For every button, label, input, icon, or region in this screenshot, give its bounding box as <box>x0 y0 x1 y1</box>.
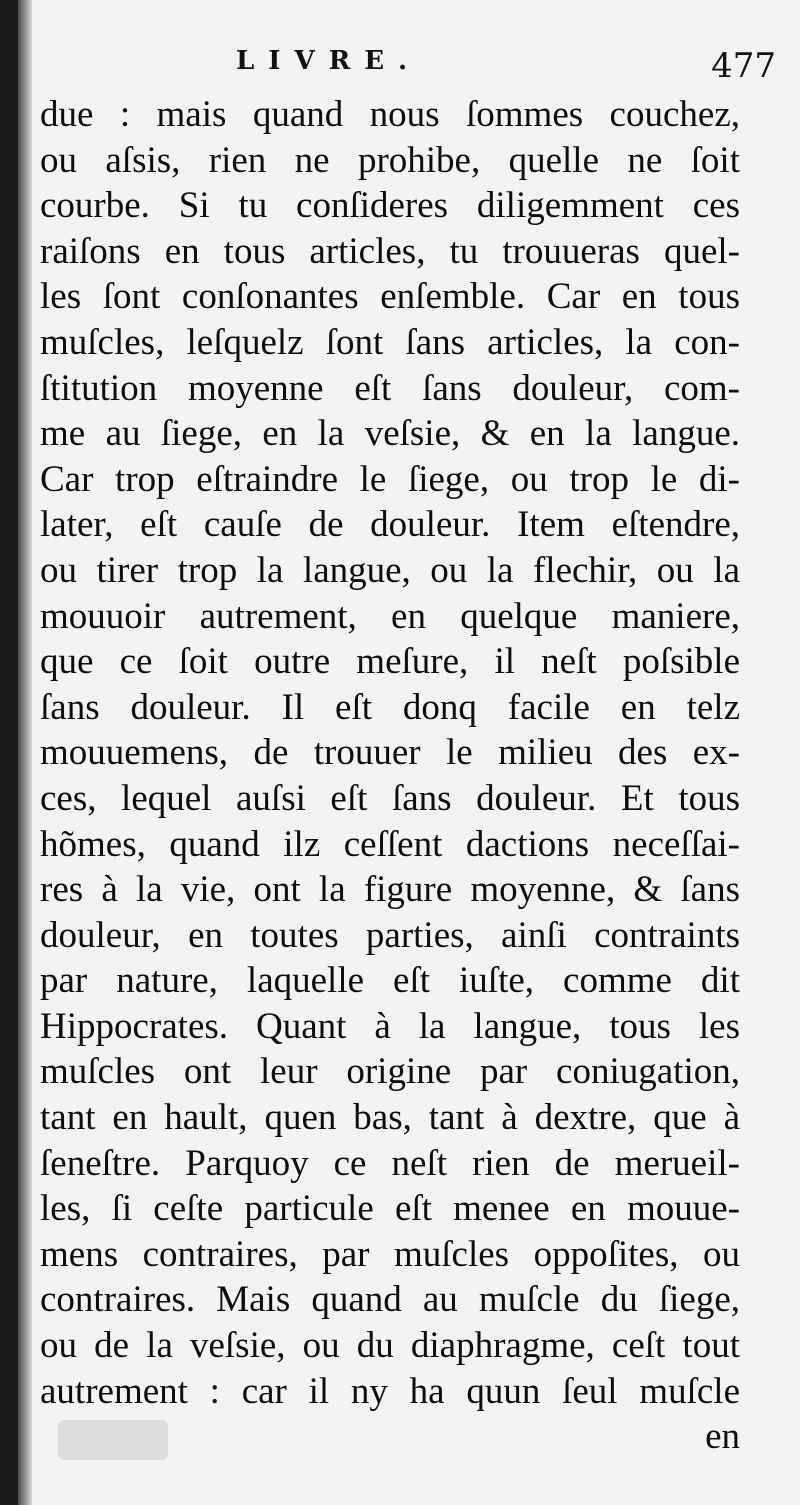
text-line: hõmes, quand ilz ceſſent dactions neceſſai- <box>40 823 740 865</box>
gutter-shadow <box>18 0 32 1505</box>
running-head: LIVRE. <box>236 46 422 76</box>
text-line: les ſont conſonantes enſemble. Car en tous <box>40 276 740 318</box>
text-line: tant en hault, quen bas, tant à dextre, que à <box>40 1097 740 1139</box>
page-header <box>18 40 800 100</box>
text-line: douleur, en toutes parties, ainſi contraints <box>40 914 740 956</box>
text-line: me au ſiege, en la veſsie, & en la langue. <box>40 413 740 455</box>
text-line: raiſons en tous articles, tu trouueras quel- <box>40 230 740 272</box>
text-line: mens contraires, par muſcles oppoſites, ou <box>40 1233 740 1275</box>
page-number: 477 <box>711 46 776 86</box>
text-line: les, ſi ceſte particule eſt menee en mouue- <box>40 1188 740 1230</box>
text-line: mouuemens, de trouuer le milieu des ex- <box>40 732 740 774</box>
text-line: ou aſsis, rien ne prohibe, quelle ne ſoit <box>40 139 740 181</box>
text-line: ſtitution moyenne eſt ſans douleur, com- <box>40 367 740 409</box>
text-line: muſcles, leſquelz ſont ſans articles, la con- <box>40 321 740 363</box>
body-text <box>40 92 740 1460</box>
text-line: par nature, laquelle eſt iuſte, comme dit <box>40 960 740 1002</box>
text-line: ces, lequel auſsi eſt ſans douleur. Et tous <box>40 777 740 819</box>
text-line: ſans douleur. Il eſt donq facile en telz <box>40 686 740 728</box>
text-line: que ce ſoit outre meſure, il neſt poſsible <box>40 641 740 683</box>
text-line: ou tirer trop la langue, ou la flechir, ou la <box>40 549 740 591</box>
book-page <box>18 0 800 1505</box>
text-line: autrement : car il ny ha quun ſeul muſcle <box>40 1370 740 1412</box>
text-line: ſeneſtre. Parquoy ce neſt rien de merueil- <box>40 1142 740 1184</box>
faint-stamp-mark <box>58 1420 168 1460</box>
text-line: later, eſt cauſe de douleur. Item eſtendre, <box>40 504 740 546</box>
catchword: en <box>705 1416 740 1458</box>
text-line: res à la vie, ont la figure moyenne, & ſans <box>40 869 740 911</box>
text-line: Hippocrates. Quant à la langue, tous les <box>40 1005 740 1047</box>
text-line: Car trop eſtraindre le ſiege, ou trop le di- <box>40 458 740 500</box>
text-line: contraires. Mais quand au muſcle du ſiege, <box>40 1279 740 1321</box>
text-line: due : mais quand nous ſommes couchez, <box>40 94 740 135</box>
text-line: muſcles ont leur origine par coniugation, <box>40 1051 740 1093</box>
text-line: ou de la veſsie, ou du diaphragme, ceſt tout <box>40 1325 740 1367</box>
text-line: mouuoir autrement, en quelque maniere, <box>40 595 740 637</box>
text-line: courbe. Si tu conſideres diligemment ces <box>40 185 740 227</box>
